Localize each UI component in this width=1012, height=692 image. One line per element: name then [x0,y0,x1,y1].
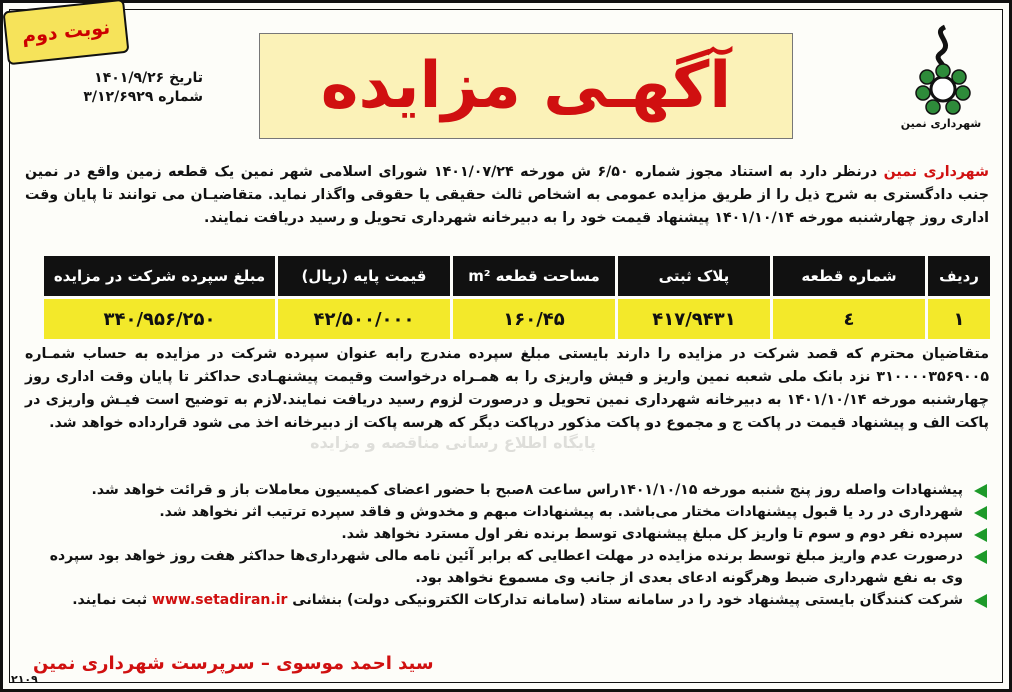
table-header-row [43,255,992,298]
cell-registration-plate: ۴۱۷/۹۴۳۱ [617,298,772,341]
cell-area: ۱۶۰/۴۵ [452,298,617,341]
list-item: سپرده نفر دوم و سوم تا واریز کل مبلغ پیشنهادی توسط برنده نفر اول مسترد نخواهد شد. [25,523,989,545]
round-tag-badge: نوبت دوم [3,0,130,65]
list-item: شهرداری در رد یا قبول پیشنهادات مختار می‌باشد. به پیشنهادات مبهم و مخدوش و فاقد سپرده ترتیب اثر نخواهد شد. [25,501,989,523]
table-row [43,298,992,341]
list-item: درصورت عدم واریز مبلغ توسط برنده مزایده در مهلت اعطایی که برابر آئین نامه مالی شهرداری‌ها حداکثر هفت روز خواهد بود سپرده وی به نفع شهرداری ضبط وهرگونه ادعای بعدی از جانب وی مسموع نخواهد بود. [25,545,989,589]
header-area: مساحت قطعه m² [452,255,617,298]
conditions-list [25,479,989,611]
green-arrow-icon [974,550,987,564]
header-registration-plate: پلاک ثبتی [617,255,772,298]
green-arrow-icon [974,594,987,608]
cell-deposit: ۳۴۰/۹۵۶/۲۵۰ [43,298,277,341]
signature: سید احمد موسوی – سرپرست شهرداری نمین [33,653,434,674]
header-base-price: قیمت پایه (ریال) [277,255,452,298]
header-lot-number: شماره قطعه [772,255,927,298]
green-arrow-icon [974,528,987,542]
ad-code: ۲۱۰۹ [11,673,38,686]
lot-table [41,253,993,342]
deposit-paragraph: متقاضیان محترم که قصد شرکت در مزایده را دارند بایستی مبلغ سپرده مندرج رابه عنوان سپرده شرکت در مزایده به حساب شمـاره ۳۱۰۰۰۰۳۵۶۹۰۰۵ نزد بانک ملی شعبه نمین واریز و فیش واریزی را به همـراه درخواست وقیمت پیشنهـادی حداکثر تا پایان وقت اداری روز چهارشنبه مورخه ۱۴۰۱/۱۰/۱۴ به دبیرخانه شهرداری نمین تحویل و درصورت لزوم رسید دریافت نمایند.لازم به توضیح است فیـش واریزی در پاکت الف و پیشنهاد قیمت در پاکت ج و مجموع دو پاکت مذکور درپاکت دیگر که هرسه پاکت از دبیرخانه اخذ می شود قرارداده خواهد شد. [25,346,989,431]
green-arrow-icon [974,484,987,498]
number-line: شماره ۳/۱۲/۶۹۲۹ [83,89,203,105]
list-item: پیشنهادات واصله روز پنج شنبه مورخه ۱۴۰۱/۱۰/۱۵راس ساعت ۸صبح با حضور اعضای کمیسیون معاملات باز و قرائت خواهد شد. [25,479,989,501]
intro-paragraph [25,161,989,230]
page-title: آگهـی مزایده [320,49,732,123]
green-arrow-icon [974,506,987,520]
list-item: شرکت کنندگان بایستی پیشنهاد خود را در سامانه ستاد (سامانه تدارکات الکترونیکی دولت) بنشانی www.setadiran.ir ثبت نمایند. [25,589,989,611]
municipality-logo-icon [901,19,985,129]
header-row-number: ردیف [927,255,992,298]
cell-row-number: ۱ [927,298,992,341]
org-name: شهرداری نمین [883,164,990,180]
setadiran-link[interactable]: www.setadiran.ir [152,592,288,608]
watermark-text: پایگاه اطلاع رسانی مناقصه و مزایده [310,433,596,452]
header-deposit: مبلغ سپرده شرکت در مزایده [43,255,277,298]
date-line: تاریخ ۱۴۰۱/۹/۲۶ [94,70,203,86]
cell-lot-number: ٤ [772,298,927,341]
cell-base-price: ۴۲/۵۰۰/۰۰۰ [277,298,452,341]
logo-caption: شهرداری نمین [900,117,982,130]
title-box [259,33,793,139]
date-number-block [43,69,203,107]
intro-text: درنظر دارد به استناد مجوز شماره ۶/۵۰ ش مورخه ۱۴۰۱/۰۷/۲۴ شورای اسلامی شهر نمین یک قطعه زمین واقع در نمین جنب دادگستری به شرح ذیل را از طریق مزایده عمومی به اشخاص ثالث حقیقی یا حقوقی واگذار نماید. متقاضیـان می توانند تا پایان وقت اداری روز چهارشنبه مورخه ۱۴۰۱/۱۰/۱۴ پیشنهاد قیمت خود را به دبیرخانه شهرداری تحویل و رسید دریافت نمایند. [25,164,989,226]
